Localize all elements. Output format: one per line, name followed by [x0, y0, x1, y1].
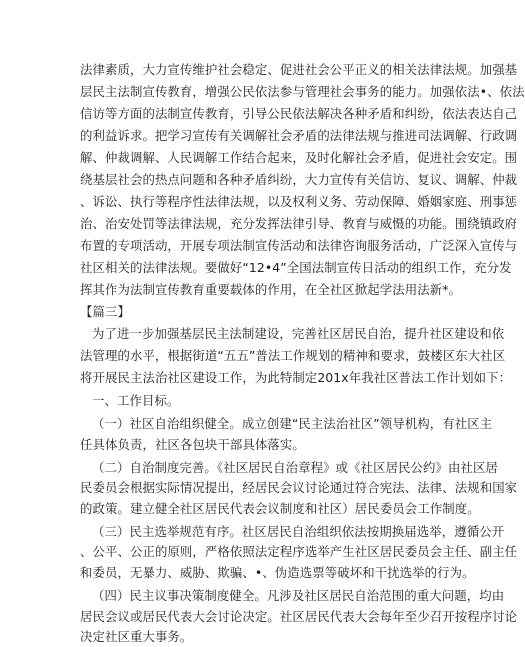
paragraph-line: 社区相关的法律法规。要做好“12•4”全国法制宣传日活动的组织工作，充分发	[80, 260, 512, 275]
paragraph-line: 、诉讼、执行等程序性法律法规，以及权利义务、劳动保障、婚姻家庭、刑事惩	[80, 194, 518, 209]
paragraph-line: 挥其作为法制宣传教育重要载体的作用，在全社区掀起学法用法新*。	[80, 282, 462, 297]
goal-item-line: （三）民主选举规范有序。社区居民自治组织依法按期换届选举，遵循公开	[92, 524, 505, 539]
goal-item-line: 和委员，无暴力、威胁、欺骗、•、伪造选票等破坏和干扰选举的行为。	[80, 564, 475, 580]
paragraph-line: 层民主法制宣传教育，增强公民依法参与管理社会事务的能力。加强依法•、依法	[80, 84, 525, 99]
paragraph-line: 绕基层社会的热点问题和各种矛盾纠纷，大力宣传有关信访、复议、调解、仲裁	[80, 172, 518, 187]
intro-line: 将开展民主法治社区建设工作，为此特制定201x年我社区普法工作计划如下：	[80, 370, 512, 385]
goal-item-line: 、公平、公正的原则，严格依照法定程序选举产生社区居民委员会主任、副主任	[80, 544, 518, 560]
goal-item-line: 决定社区重大事务。	[80, 629, 193, 644]
goal-item-line: 任具体负责，社区各包块干部具体落实。	[80, 436, 305, 452]
intro-line: 为了进一步加强基层民主法制建设，完善社区居民自治，提升社区建设和依	[92, 326, 505, 341]
paragraph-line: 治、治安处罚等法律法规，充分发挥法律引导、教育与威慑的功能。围绕镇政府	[80, 216, 518, 231]
goal-item-line: （四）民主议事决策制度健全。凡涉及社区居民自治范围的重大问题，均由	[92, 588, 505, 604]
goal-heading: 一、工作目标。	[92, 393, 180, 408]
goal-item-line: （二）自治制度完善。《社区居民自治章程》或《社区居民公约》由社区居	[92, 459, 498, 475]
goal-item-line: 居民会议或居民代表大会讨论决定。社区居民代表大会每年至少召开按程序讨论	[80, 608, 518, 624]
paragraph-line: 法律素质，大力宣传维护社会稳定、促进社会公平正义的相关法律法规。加强基	[80, 62, 518, 77]
paragraph-line: 布置的专项活动，开展专项法制宣传活动和法律咨询服务活动，广泛深入宣传与	[80, 238, 518, 253]
paragraph-line: 的利益诉求。把学习宣传有关调解社会矛盾的法律法规与推进司法调解、行政调	[80, 128, 518, 143]
paragraph-line: 解、仲裁调解、人民调解工作结合起来，及时化解社会矛盾，促进社会安定。围	[80, 150, 518, 165]
goal-item-line: （一）社区自治组织健全。成立创建“民主法治社区”领导机构，有社区主	[92, 416, 493, 432]
paragraph-line: 信访等方面的法制宣传教育，引导公民依法解决各种矛盾和纠纷，依法表达自己	[80, 106, 518, 121]
goal-item-line: 民委员会根据实际情况提出，经居民会议讨论通过符合宪法、法律、法规和国家	[80, 480, 518, 496]
goal-item-line: 的政策。建立健全社区居民代表会议制度和社区）居民委员会工作制度。	[80, 500, 480, 516]
section-title: 【篇三】	[80, 304, 130, 319]
intro-line: 法管理的水平，根据街道“五五”普法工作规划的精神和要求，鼓楼区东大社区	[80, 348, 506, 363]
